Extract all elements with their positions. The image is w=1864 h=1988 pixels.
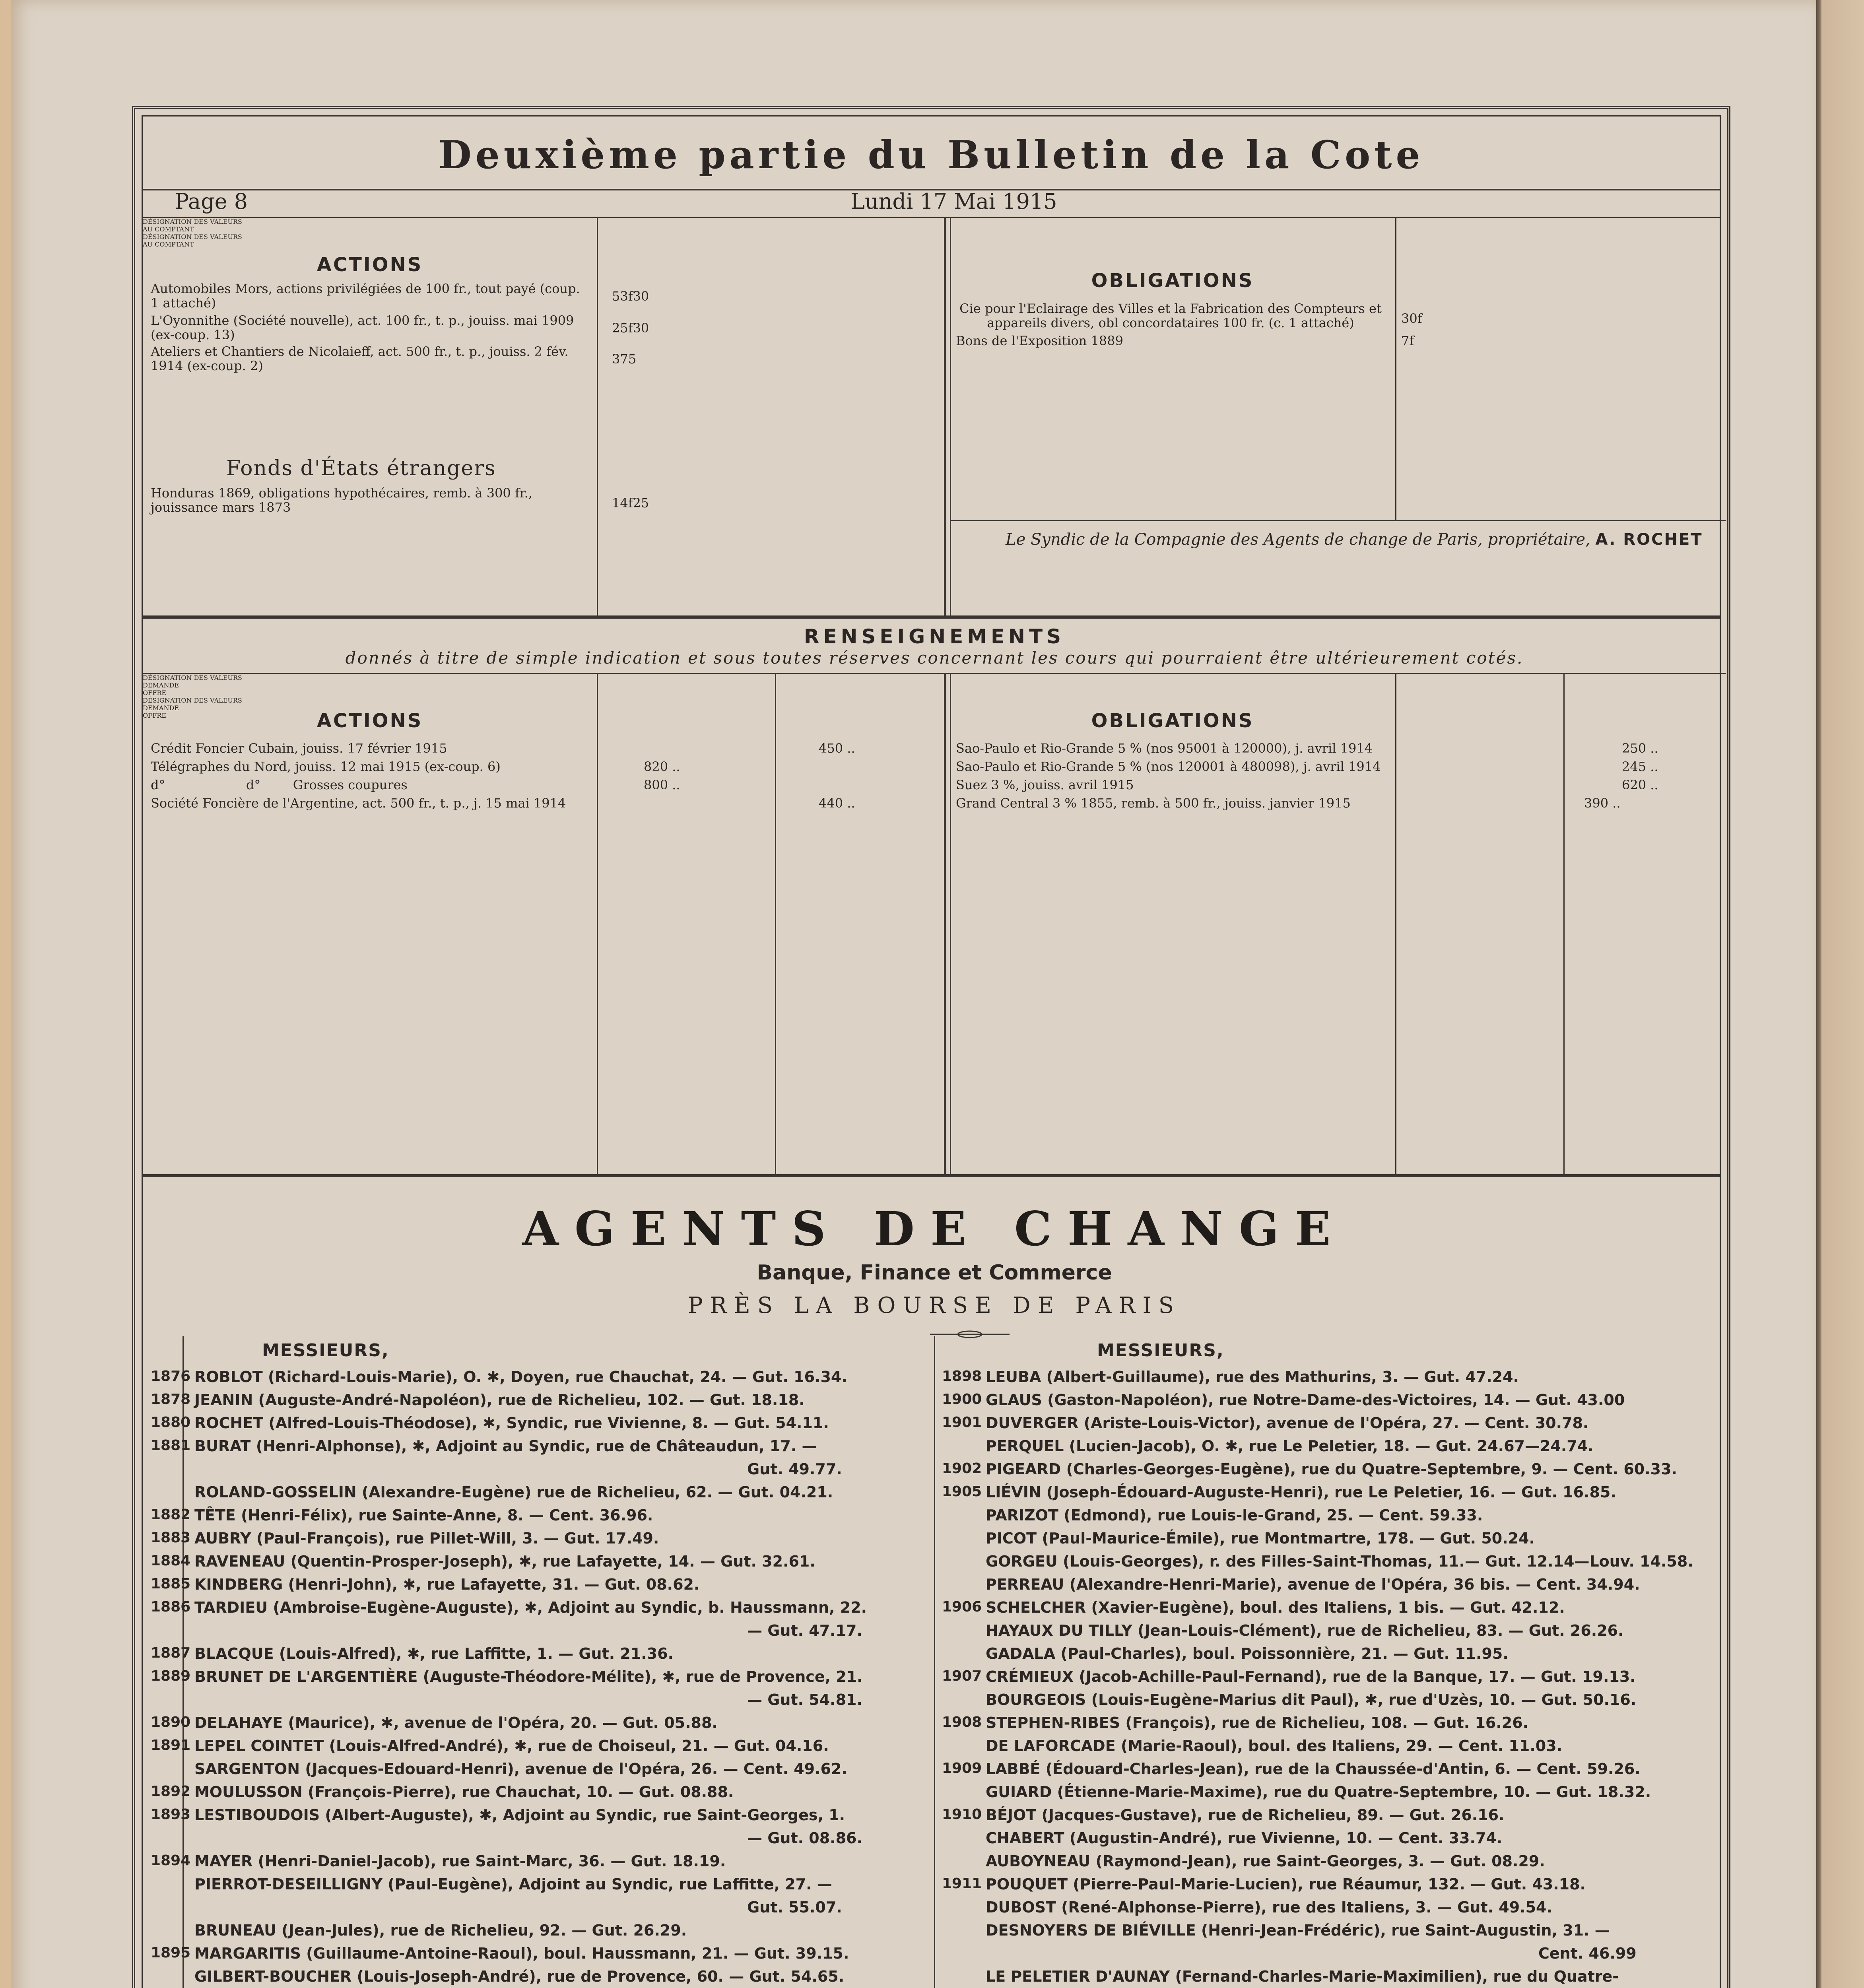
agent-year: 1905 bbox=[942, 1483, 982, 1500]
agent-row bbox=[151, 1368, 930, 1390]
agent-row bbox=[151, 1668, 930, 1689]
agent-entry: GADALA (Paul-Charles), boul. Poissonnière, 21. — Gut. 11.95. bbox=[986, 1645, 1509, 1662]
agent-entry: MOULUSSON (François-Pierre), rue Chauchat, 10. — Gut. 08.88. bbox=[194, 1783, 734, 1801]
agent-row bbox=[942, 1829, 1721, 1851]
agent-year: 1886 bbox=[151, 1599, 191, 1615]
agent-entry: MARGARITIS (Guillaume-Antoine-Raoul), boul. Haussmann, 21. — Gut. 39.15. bbox=[194, 1945, 849, 1962]
agent-year: 1894 bbox=[151, 1852, 191, 1869]
agent-year: 1901 bbox=[942, 1414, 982, 1431]
agent-row bbox=[942, 1875, 1721, 1897]
page-inner-border bbox=[142, 115, 1721, 1988]
agent-entry: GILBERT-BOUCHER (Louis-Joseph-André), rue de Provence, 60. — Gut. 54.65. bbox=[194, 1968, 845, 1985]
rens-right-offre-head: OFFRE bbox=[143, 712, 167, 719]
agent-entry: Cent. 46.99 bbox=[1538, 1945, 1637, 1962]
agent-entry: CHABERT (Augustin-André), rue Vivienne, 10. — Cent. 33.74. bbox=[986, 1829, 1503, 1847]
agent-year: 1889 bbox=[151, 1668, 191, 1684]
cote-right-designation-head: DÉSIGNATION DES VALEURS bbox=[143, 233, 242, 241]
agent-entry: LEUBA (Albert-Guillaume), rue des Mathurins, 3. — Gut. 47.24. bbox=[986, 1368, 1519, 1386]
rens-left-designation-head: DÉSIGNATION DES VALEURS bbox=[143, 674, 242, 681]
agent-row bbox=[151, 1622, 930, 1643]
agent-entry: DUBOST (René-Alphonse-Pierre), rue des Italiens, 3. — Gut. 49.54. bbox=[986, 1899, 1552, 1916]
agent-row bbox=[151, 1852, 930, 1874]
rens-subtitle: donnés à titre de simple indication et sous toutes réserves concernant les cours qui pourraient être ultérieurement cotés. bbox=[345, 648, 1524, 668]
agent-row bbox=[151, 1806, 930, 1828]
agent-year: 1898 bbox=[942, 1368, 982, 1384]
agent-row bbox=[151, 1483, 930, 1505]
cote-left-comptant-head: AU COMPTANT bbox=[143, 225, 194, 233]
rens-left-offre-head: OFFRE bbox=[143, 689, 167, 697]
agent-entry: PERREAU (Alexandre-Henri-Marie), avenue de l'Opéra, 36 bis. — Cent. 34.94. bbox=[986, 1576, 1640, 1593]
agent-year: 1887 bbox=[151, 1645, 191, 1661]
agent-row bbox=[151, 1691, 930, 1712]
agent-entry: GORGEU (Louis-Georges), r. des Filles-Saint-Thomas, 11.— Gut. 12.14—Louv. 14.58. bbox=[986, 1553, 1693, 1570]
page-title: Deuxième partie du Bulletin de la Cote bbox=[438, 132, 1424, 177]
agent-row bbox=[151, 1875, 930, 1897]
rens-center-divider bbox=[944, 674, 946, 1175]
next-page-edge bbox=[1816, 0, 1864, 1988]
agent-entry: ROBLOT (Richard-Louis-Marie), O. ✱, Doyen, rue Chauchat, 24. — Gut. 16.34. bbox=[194, 1368, 847, 1386]
agent-entry: DESNOYERS DE BIÉVILLE (Henri-Jean-Frédéric), rue Saint-Augustin, 31. — bbox=[986, 1922, 1610, 1939]
page-date: Lundi 17 Mai 1915 bbox=[850, 189, 1057, 214]
agent-year: 1895 bbox=[151, 1945, 191, 1961]
agent-row bbox=[942, 1460, 1721, 1482]
agent-entry: PIERROT-DESEILLIGNY (Paul-Eugène), Adjoint au Syndic, rue Laffitte, 27. — bbox=[194, 1875, 832, 1893]
rens-right-designation-head: DÉSIGNATION DES VALEURS bbox=[143, 697, 242, 704]
agent-entry: BLACQUE (Louis-Alfred), ✱, rue Laffitte, 1. — Gut. 21.36. bbox=[194, 1645, 674, 1662]
agents-title: AGENTS DE CHANGE bbox=[522, 1201, 1347, 1256]
agent-entry: Gut. 55.07. bbox=[747, 1899, 842, 1916]
agent-entry: PIGEARD (Charles-Georges-Eugène), rue du Quatre-Septembre, 9. — Cent. 60.33. bbox=[986, 1460, 1677, 1478]
agent-row bbox=[942, 1945, 1721, 1966]
agent-entry: TÊTE (Henri-Félix), rue Sainte-Anne, 8. — Cent. 36.96. bbox=[194, 1507, 653, 1524]
agent-row bbox=[151, 1829, 930, 1851]
agent-entry: PERQUEL (Lucien-Jacob), O. ✱, rue Le Peletier, 18. — Gut. 24.67—24.74. bbox=[986, 1437, 1594, 1455]
agent-year: 1906 bbox=[942, 1599, 982, 1615]
agent-row bbox=[151, 1945, 930, 1966]
agent-row bbox=[151, 1437, 930, 1459]
agents-top-rule bbox=[143, 1174, 1720, 1177]
agent-year: 1910 bbox=[942, 1806, 982, 1823]
messieurs-left: MESSIEURS, bbox=[262, 1340, 389, 1361]
cote-table: DÉSIGNATION DES VALEURS AU COMPTANT DÉSIGNATION DES VALEURS AU COMPTANT ACTIONS Automobiles Mors, actions privilégiées de 100 fr., tout payé (coup. 1 attaché) 53f30 L'Oyonnithe (Société nouvelle), act. 100 fr., t. p., jouiss. mai 1909 (ex-coup. 13) 25f30 Ateliers et Chantiers de Nicolaieff, act. 500 fr., t. p., jouiss. 2 fév. 1914 (ex-coup. 2) 375 Fonds d'États étrangers Honduras 1869, obligations hypothécaires, remb. à 300 fr., jouissance mars 1873 14f25 OBLIGATIONS Cie pour l'Eclairage des Villes et la Fabrication des Compteurs et appareils divers, obl concordataires 100 fr. (c. 1 attaché) 30f Bons de l'Exposition 1889 7f Le Syndic de la Compagnie des Agents de change de Paris, propriétaire, A. ROCHET bbox=[143, 218, 1726, 615]
agent-entry: AUBOYNEAU (Raymond-Jean), rue Saint-Georges, 3. — Gut. 08.29. bbox=[986, 1852, 1545, 1870]
agent-year: 1885 bbox=[151, 1576, 191, 1592]
messieurs-right: MESSIEURS, bbox=[1097, 1340, 1224, 1361]
agent-entry: PARIZOT (Edmond), rue Louis-le-Grand, 25. — Cent. 59.33. bbox=[986, 1507, 1483, 1524]
agent-row bbox=[151, 1460, 930, 1482]
agent-row bbox=[151, 1530, 930, 1551]
agent-year: 1882 bbox=[151, 1507, 191, 1523]
agent-entry: ROLAND-GOSSELIN (Alexandre-Eugène) rue de Richelieu, 62. — Gut. 04.21. bbox=[194, 1483, 833, 1501]
agent-row bbox=[151, 1783, 930, 1805]
agent-entry: GUIARD (Étienne-Marie-Maxime), rue du Quatre-Septembre, 10. — Gut. 18.32. bbox=[986, 1783, 1651, 1801]
agent-entry: POUQUET (Pierre-Paul-Marie-Lucien), rue Réaumur, 132. — Gut. 43.18. bbox=[986, 1875, 1586, 1893]
agent-row bbox=[151, 1414, 930, 1436]
rens-table: DÉSIGNATION DES VALEURS DEMANDE OFFRE DÉSIGNATION DES VALEURS DEMANDE OFFRE ACTIONS Crédit Foncier Cubain, jouiss. 17 février 1915 450 .. Télégraphes du Nord, jouiss. 12 mai 1915 (ex-coup. 6) 820 .. d° d° Grosses coupures 800 .. Société Foncière de l'Argentine, act. 500 fr., t. p., j. 15 mai 1914 440 .. OBLIGATIONS Sao-Paulo et Rio-Grande 5 % (nos 95001 à 120000), j. avril 1914 250 .. Sao-Paulo et Rio-Grande 5 % (nos 120001 à 480098), j. avril 1914 245 .. Suez 3 %, jouiss. avril 1915 620 .. Grand Central 3 % 1855, remb. à 500 fr., jouiss. janvier 1915 390 .. bbox=[143, 674, 1726, 1175]
agent-row bbox=[942, 1714, 1721, 1736]
agent-row bbox=[942, 1368, 1721, 1390]
rens-top-rule bbox=[143, 615, 1720, 619]
agent-year: 1900 bbox=[942, 1391, 982, 1408]
cote-right-comptant-head: AU COMPTANT bbox=[143, 241, 194, 248]
agent-entry: DUVERGER (Ariste-Louis-Victor), avenue de l'Opéra, 27. — Cent. 30.78. bbox=[986, 1414, 1589, 1432]
rens-title: RENSEIGNEMENTS bbox=[804, 625, 1065, 648]
agent-row bbox=[942, 1553, 1721, 1574]
agent-entry: BOURGEOIS (Louis-Eugène-Marius dit Paul), ✱, rue d'Uzès, 10. — Gut. 50.16. bbox=[986, 1691, 1637, 1708]
agent-entry: LEPEL COINTET (Louis-Alfred-André), ✱, rue de Choiseul, 21. — Gut. 04.16. bbox=[194, 1737, 829, 1755]
agent-year: 1876 bbox=[151, 1368, 191, 1384]
agent-row bbox=[942, 1507, 1721, 1528]
cote-actions-label: ACTIONS bbox=[316, 254, 423, 276]
agent-row bbox=[942, 1783, 1721, 1805]
cote-obligations-label: OBLIGATIONS bbox=[1091, 270, 1254, 292]
rens-divider bbox=[1563, 674, 1565, 1175]
agent-entry: STEPHEN-RIBES (François), rue de Richelieu, 108. — Gut. 16.26. bbox=[986, 1714, 1529, 1732]
page-frame bbox=[132, 106, 1730, 1988]
title-block bbox=[143, 116, 1720, 190]
agent-row bbox=[151, 1507, 930, 1528]
agent-entry: SARGENTON (Jacques-Edouard-Henri), avenue de l'Opéra, 26. — Cent. 49.62. bbox=[194, 1760, 847, 1778]
agent-row bbox=[151, 1737, 930, 1759]
agent-entry: — Gut. 08.86. bbox=[747, 1829, 862, 1847]
agent-row bbox=[942, 1691, 1721, 1712]
agent-entry: CRÉMIEUX (Jacob-Achille-Paul-Fernand), rue de la Banque, 17. — Gut. 19.13. bbox=[986, 1668, 1636, 1685]
cote-rule bbox=[950, 520, 1726, 521]
agent-entry: DELAHAYE (Maurice), ✱, avenue de l'Opéra, 20. — Gut. 05.88. bbox=[194, 1714, 718, 1732]
agent-year: 1880 bbox=[151, 1414, 191, 1431]
agent-entry: PICOT (Paul-Maurice-Émile), rue Montmartre, 178. — Gut. 50.24. bbox=[986, 1530, 1535, 1547]
agent-row bbox=[151, 1553, 930, 1574]
agent-year: 1893 bbox=[151, 1806, 191, 1823]
cote-divider bbox=[1395, 218, 1396, 520]
cote-center-divider bbox=[944, 218, 946, 615]
agents-list-right bbox=[942, 1368, 1721, 1988]
agent-entry: RAVENEAU (Quentin-Prosper-Joseph), ✱, rue Lafayette, 14. — Gut. 32.61. bbox=[194, 1553, 816, 1570]
agent-row bbox=[942, 1599, 1721, 1620]
agent-row bbox=[942, 1530, 1721, 1551]
agent-entry: JEANIN (Auguste-André-Napoléon), rue de Richelieu, 102. — Gut. 18.18. bbox=[194, 1391, 805, 1409]
rens-left-demande-head: DEMANDE bbox=[143, 681, 179, 689]
agent-row bbox=[942, 1852, 1721, 1874]
agent-row bbox=[942, 1391, 1721, 1413]
agent-entry: SCHELCHER (Xavier-Eugène), boul. des Italiens, 1 bis. — Gut. 42.12. bbox=[986, 1599, 1565, 1616]
agent-year: 1907 bbox=[942, 1668, 982, 1684]
agent-row bbox=[942, 1414, 1721, 1436]
agent-entry: TARDIEU (Ambroise-Eugène-Auguste), ✱, Adjoint au Syndic, b. Haussmann, 22. bbox=[194, 1599, 867, 1616]
agent-entry: MAYER (Henri-Daniel-Jacob), rue Saint-Marc, 36. — Gut. 18.19. bbox=[194, 1852, 726, 1870]
rens-divider bbox=[1395, 674, 1396, 1175]
agent-year: 1891 bbox=[151, 1737, 191, 1753]
agent-row bbox=[151, 1968, 930, 1988]
agent-row bbox=[151, 1391, 930, 1413]
agent-row bbox=[942, 1437, 1721, 1459]
agent-year: 1890 bbox=[151, 1714, 191, 1730]
rens-actions-label: ACTIONS bbox=[316, 710, 423, 732]
agent-row bbox=[942, 1806, 1721, 1828]
agent-year: 1883 bbox=[151, 1530, 191, 1546]
agent-entry: — Gut. 47.17. bbox=[747, 1622, 862, 1639]
agent-entry: Gut. 49.77. bbox=[747, 1460, 842, 1478]
rens-divider bbox=[775, 674, 776, 1175]
agents-subtitle: Banque, Finance et Commerce bbox=[757, 1261, 1112, 1285]
agents-list-left bbox=[151, 1368, 930, 1988]
agent-row bbox=[942, 1737, 1721, 1759]
agent-year: 1881 bbox=[151, 1437, 191, 1454]
agent-year: 1902 bbox=[942, 1460, 982, 1477]
agent-row bbox=[151, 1714, 930, 1736]
agent-row bbox=[151, 1645, 930, 1666]
agent-year: 1911 bbox=[942, 1875, 982, 1892]
rens-divider bbox=[950, 674, 951, 1175]
agent-entry: BRUNET DE L'ARGENTIÈRE (Auguste-Théodore-Mélite), ✱, rue de Provence, 21. bbox=[194, 1668, 863, 1685]
agent-row bbox=[942, 1622, 1721, 1643]
cote-left-designation-head: DÉSIGNATION DES VALEURS bbox=[143, 218, 242, 225]
agents-section bbox=[143, 1177, 1726, 1988]
agent-row bbox=[942, 1483, 1721, 1505]
rens-obligations-label: OBLIGATIONS bbox=[1091, 710, 1254, 732]
page-info-line bbox=[175, 189, 1688, 213]
agent-entry: BURAT (Henri-Alphonse), ✱, Adjoint au Syndic, rue de Châteaudun, 17. — bbox=[194, 1437, 817, 1455]
agent-row bbox=[942, 1576, 1721, 1597]
agent-row bbox=[942, 1645, 1721, 1666]
agent-year: 1884 bbox=[151, 1553, 191, 1569]
ornament-icon bbox=[930, 1328, 1010, 1340]
agent-entry: LE PELETIER D'AUNAY (Fernand-Charles-Marie-Maximilien), rue du Quatre- bbox=[986, 1968, 1619, 1985]
agent-year: 1878 bbox=[151, 1391, 191, 1408]
agent-row bbox=[151, 1599, 930, 1620]
agent-entry: HAYAUX DU TILLY (Jean-Louis-Clément), rue de Richelieu, 83. — Gut. 26.26. bbox=[986, 1622, 1624, 1639]
cote-divider bbox=[597, 218, 598, 615]
agent-row bbox=[942, 1760, 1721, 1782]
agent-row bbox=[151, 1760, 930, 1782]
agent-entry: LIÉVIN (Joseph-Édouard-Auguste-Henri), rue Le Peletier, 16. — Gut. 16.85. bbox=[986, 1483, 1616, 1501]
agent-entry: GLAUS (Gaston-Napoléon), rue Notre-Dame-des-Victoires, 14. — Gut. 43.00 bbox=[986, 1391, 1625, 1409]
agent-entry: BÉJOT (Jacques-Gustave), rue de Richelieu, 89. — Gut. 26.16. bbox=[986, 1806, 1505, 1824]
agent-row bbox=[151, 1899, 930, 1920]
agent-entry: LABBÉ (Édouard-Charles-Jean), rue de la Chaussée-d'Antin, 6. — Cent. 59.26. bbox=[986, 1760, 1641, 1778]
agent-entry: ROCHET (Alfred-Louis-Théodose), ✱, Syndic, rue Vivienne, 8. — Gut. 54.11. bbox=[194, 1414, 829, 1432]
agent-row bbox=[942, 1922, 1721, 1943]
fonds-etats-title: Fonds d'États étrangers bbox=[226, 456, 496, 480]
agent-entry: — Gut. 54.81. bbox=[747, 1691, 862, 1708]
agent-row bbox=[942, 1899, 1721, 1920]
rens-right-demande-head: DEMANDE bbox=[143, 704, 179, 712]
agent-row bbox=[151, 1922, 930, 1943]
agent-year: 1909 bbox=[942, 1760, 982, 1776]
agent-row bbox=[942, 1968, 1721, 1988]
syndic-note: Le Syndic de la Compagnie des Agents de change de Paris, propriétaire, A. ROCHET bbox=[1006, 530, 1703, 549]
agent-entry: LESTIBOUDOIS (Albert-Auguste), ✱, Adjoint au Syndic, rue Saint-Georges, 1. bbox=[194, 1806, 845, 1824]
agent-row bbox=[942, 1668, 1721, 1689]
agent-year: 1908 bbox=[942, 1714, 982, 1730]
agent-entry: DE LAFORCADE (Marie-Raoul), boul. des Italiens, 29. — Cent. 11.03. bbox=[986, 1737, 1563, 1755]
agents-center-divider bbox=[934, 1336, 935, 1988]
rens-divider bbox=[597, 674, 598, 1175]
agent-row bbox=[151, 1576, 930, 1597]
agents-subtitle-bourse: PRÈS LA BOURSE DE PARIS bbox=[687, 1293, 1181, 1318]
agent-entry: AUBRY (Paul-François), rue Pillet-Will, 3. — Gut. 17.49. bbox=[194, 1530, 659, 1547]
agent-entry: KINDBERG (Henri-John), ✱, rue Lafayette, 31. — Gut. 08.62. bbox=[194, 1576, 700, 1593]
agent-year: 1892 bbox=[151, 1783, 191, 1800]
agent-entry: BRUNEAU (Jean-Jules), rue de Richelieu, 92. — Gut. 26.29. bbox=[194, 1922, 687, 1939]
page-number: Page 8 bbox=[175, 189, 248, 214]
